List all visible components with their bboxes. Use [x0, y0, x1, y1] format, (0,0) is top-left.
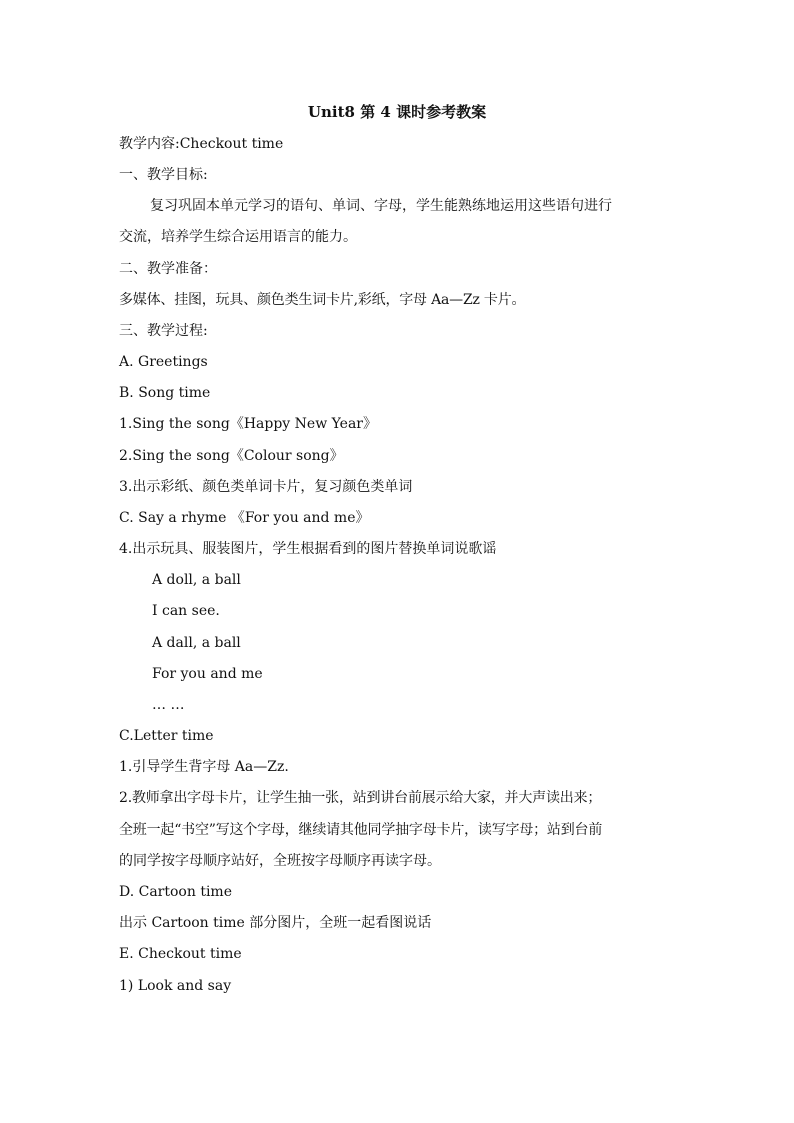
step-cartoon-time: D. Cartoon time [119, 884, 232, 900]
song-item-3: 3.出示彩纸、颜色类单词卡片，复习颜色类单词 [119, 479, 413, 495]
song-item-1: 1.Sing the song《Happy New Year》 [119, 416, 377, 432]
checkout-item-1: 1) Look and say [119, 978, 232, 994]
letter-item-2-line-1: 2.教师拿出字母卡片，让学生抽一张，站到讲台前展示给大家，并大声读出来； [119, 790, 602, 806]
section-heading-objectives: 一、教学目标: [119, 167, 208, 183]
step-say-a-rhyme: C. Say a rhyme 《For you and me》 [119, 510, 370, 526]
objectives-text-line-1: 复习巩固本单元学习的语句、单词、字母，学生能熟练地运用这些语句进行 [150, 198, 612, 214]
cartoon-item-text: 出示 Cartoon time 部分图片，全班一起看图说话 [119, 915, 432, 931]
step-letter-time: C.Letter time [119, 728, 214, 744]
letter-item-2-line-2: 全班一起“书空”写这个字母，继续请其他同学抽字母卡片，读写字母；站到台前 [119, 822, 603, 838]
rhyme-item-4: 4.出示玩具、服装图片，学生根据看到的图片替换单词说歌谣 [119, 541, 497, 557]
teaching-content-line: 教学内容:Checkout time [119, 136, 284, 152]
rhyme-line-3: A dall, a ball [152, 635, 241, 651]
section-heading-process: 三、教学过程: [119, 323, 208, 339]
rhyme-line-2: I can see. [152, 603, 220, 619]
preparation-text: 多媒体、挂图，玩具、颜色类生词卡片,彩纸，字母 Aa—Zz 卡片。 [119, 292, 526, 308]
rhyme-line-1: A doll, a ball [152, 572, 241, 588]
song-item-2: 2.Sing the song《Colour song》 [119, 448, 344, 464]
letter-item-2-line-3: 的同学按字母顺序站好，全班按字母顺序再读字母。 [119, 853, 441, 869]
step-checkout-time: E. Checkout time [119, 946, 242, 962]
rhyme-ellipsis: … … [152, 697, 185, 713]
section-heading-preparation: 二、教学准备： [119, 261, 217, 277]
step-song-time: B. Song time [119, 385, 211, 401]
objectives-text-line-2: 交流，培养学生综合运用语言的能力。 [119, 229, 357, 245]
step-greetings: A. Greetings [119, 354, 208, 370]
document-title: Unit8 第 4 课时参考教案 [307, 103, 487, 121]
rhyme-line-4: For you and me [152, 666, 263, 682]
letter-item-1: 1.引导学生背字母 Aa—Zz. [119, 759, 289, 775]
